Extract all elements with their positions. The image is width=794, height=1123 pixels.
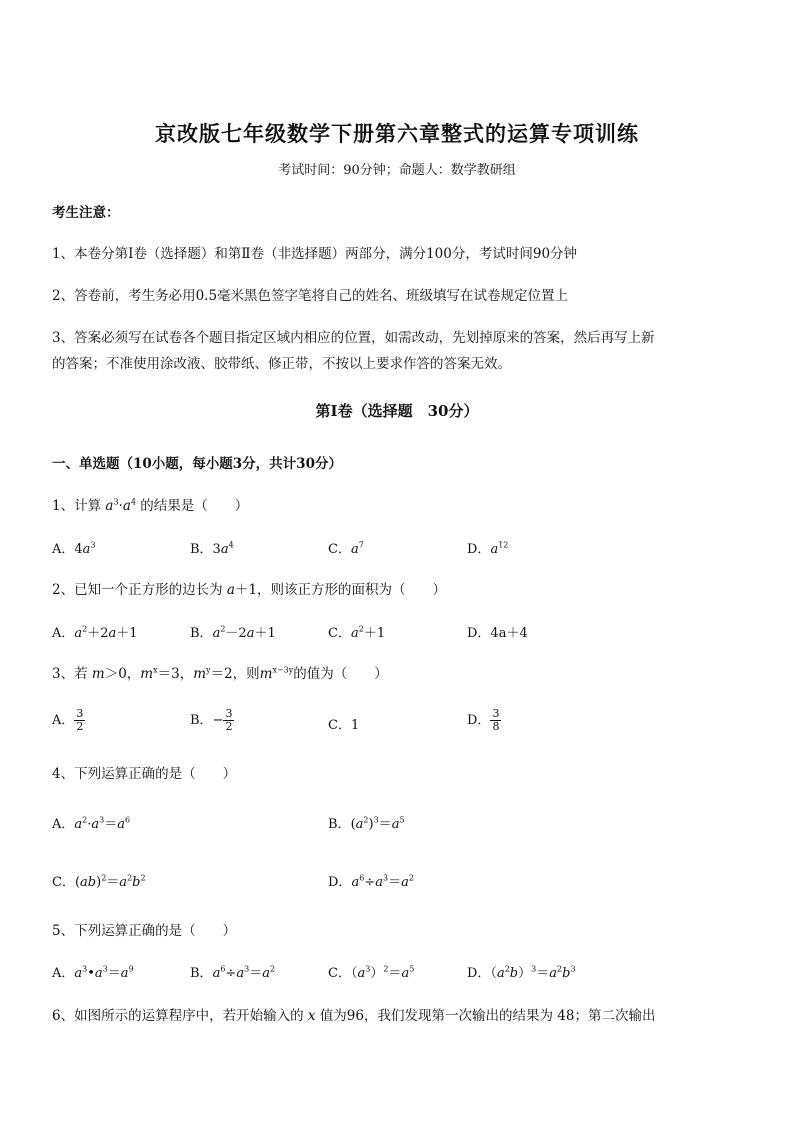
question-2: 2、已知一个正方形的边长为 a＋1，则该正方形的面积为（ ） <box>52 582 447 598</box>
question-3-suffix: 的值为（ ） <box>293 666 388 682</box>
section-title: 第Ⅰ卷（选择题 30分） <box>315 402 479 420</box>
notice-item-3-cont: 的答案；不准使用涂改液、胶带纸、修正带，不按以上要求作答的答案无效。 <box>52 356 511 372</box>
question-4-option-b[interactable]: B．$(a^2)^3=a^5$ <box>328 815 405 832</box>
question-5-option-a[interactable]: A．$a^3•a^3=a^9$ <box>52 964 134 981</box>
question-4: 4、下列运算正确的是（ ） <box>52 766 237 782</box>
notice-item-3: 3、答案必须写在试卷各个题目指定区域内相应的位置，如需改动，先划掉原来的答案，然后再写上新 <box>52 330 655 346</box>
notice-item-2: 2、答卷前，考生务必用0.5毫米黑色签字笔将自己的姓名、班级填写在试卷规定位置上 <box>52 288 569 304</box>
question-1-suffix: 的结果是（ ） <box>140 498 249 514</box>
question-1: 1、计算 $a^3\cdot a^4$ 的结果是（ ） <box>52 497 249 514</box>
question-1-prefix: 1、计算 <box>52 498 102 514</box>
question-4-option-a[interactable]: A．$a^2\cdot a^3=a^6$ <box>52 815 131 832</box>
question-2-prefix: 2、已知一个正方形的边长为 <box>52 582 223 598</box>
question-3-option-b[interactable]: B．− $\frac{3}{2}$ <box>190 707 233 733</box>
question-6: 6、如图所示的运算程序中，若开始输入的 x 值为96，我们发现第一次输出的结果为 48；第二次输出 <box>52 1008 656 1024</box>
question-3-option-d[interactable]: D． $\frac{3}{8}$ <box>467 707 500 733</box>
question-5-option-b[interactable]: B．$a^6\div a^3=a^2$ <box>190 964 276 981</box>
question-3-option-a[interactable]: A． $\frac{3}{2}$ <box>52 707 84 733</box>
question-4-option-c[interactable]: C．$(ab)^2=a^2b^2$ <box>52 873 146 890</box>
question-1-option-a[interactable]: A．$4a^3$ <box>52 540 96 557</box>
question-3-option-c[interactable]: C．1 <box>328 718 360 733</box>
question-5-option-c[interactable]: C．$(a^3)^2=a^5$ <box>328 964 415 981</box>
question-3-prefix: 3、若 <box>52 666 88 682</box>
question-1-option-c[interactable]: C．$a^7$ <box>328 540 364 557</box>
notice-heading: 考生注意： <box>52 205 120 221</box>
question-1-option-b[interactable]: B．$3a^4$ <box>190 540 234 557</box>
question-3: 3、若 m＞0，$m^x=3$，$m^y=2$，则$m^{x-3y}$的值为（ ） <box>52 665 388 682</box>
question-4-option-d[interactable]: D．$a^6\div a^3=a^2$ <box>328 873 414 890</box>
question-5-option-d[interactable]: D．$(a^2b)^3=a^2b^3$ <box>467 964 576 981</box>
part-heading: 一、单选题（10小题，每小题3分，共计30分） <box>52 456 342 472</box>
question-2-option-d[interactable]: D．4a＋4 <box>467 626 528 641</box>
page-subtitle: 考试时间：90分钟；命题人：数学教研组 <box>278 163 516 178</box>
question-5: 5、下列运算正确的是（ ） <box>52 923 237 939</box>
question-1-option-d[interactable]: D．$a^{12}$ <box>467 540 509 557</box>
notice-item-1: 1、本卷分第Ⅰ卷（选择题）和第Ⅱ卷（非选择题）两部分，满分100分，考试时间90分钟 <box>52 246 578 262</box>
page-title: 京改版七年级数学下册第六章整式的运算专项训练 <box>155 121 639 146</box>
question-2-option-b[interactable]: B．$a^2-2a+1$ <box>190 624 276 641</box>
question-2-option-a[interactable]: A．$a^2+2a+1$ <box>52 624 138 641</box>
question-2-option-c[interactable]: C．$a^2+1$ <box>328 624 386 641</box>
question-2-suffix: ，则该正方形的面积为（ ） <box>257 582 447 598</box>
